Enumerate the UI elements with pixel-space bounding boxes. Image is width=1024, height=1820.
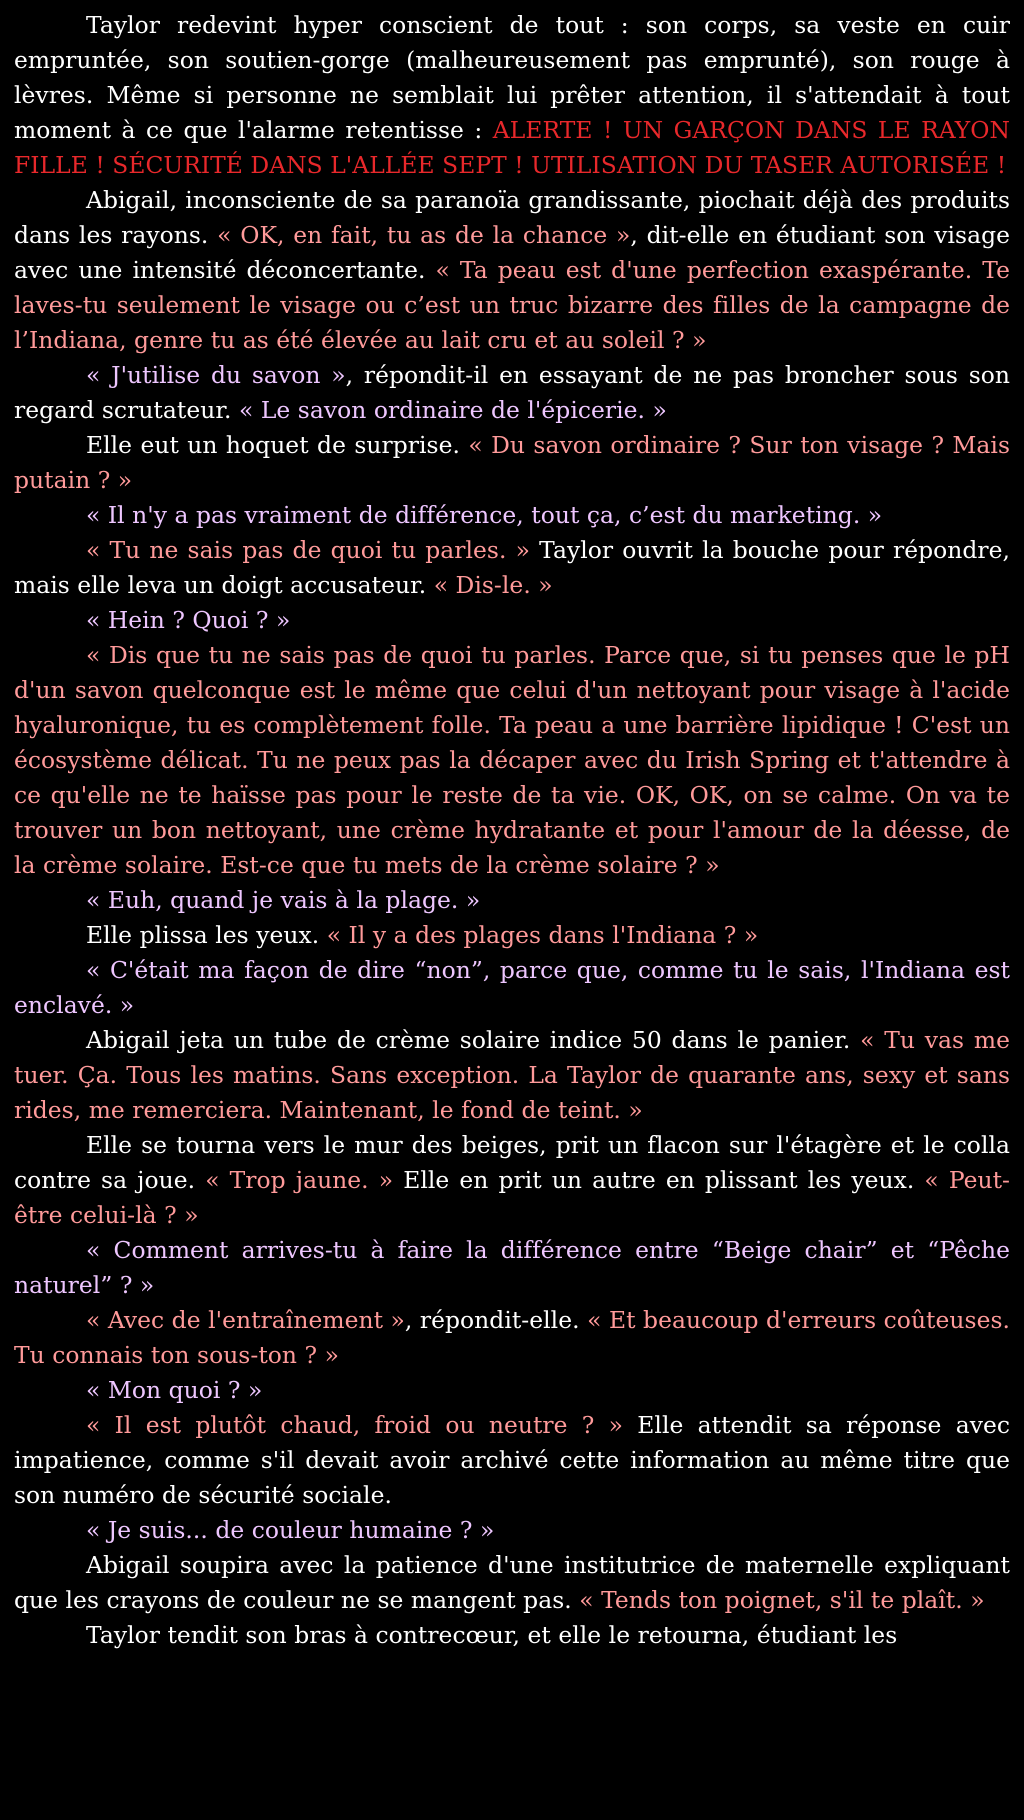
abigail-dialogue: « Tu vas me tuer. Ça. Tous les matins. Sans exception. La Taylor de quarante ans, sexy et sans rides, me remerciera. Maintenant, le fond de teint. » <box>14 1026 1010 1124</box>
text-paragraph <box>14 498 1010 533</box>
taylor-dialogue: « Le savon ordinaire de l'épicerie. » <box>238 396 667 424</box>
abigail-dialogue: « Il est plutôt chaud, froid ou neutre ? » <box>86 1411 624 1439</box>
text-paragraph <box>14 1548 1010 1618</box>
text-paragraph <box>14 183 1010 358</box>
text-paragraph <box>14 358 1010 428</box>
abigail-dialogue: « Avec de l'entraînement » <box>86 1306 405 1334</box>
narration-text: Elle plissa les yeux. <box>86 921 327 949</box>
taylor-dialogue: « Je suis... de couleur humaine ? » <box>86 1516 495 1544</box>
alarm-text: ALERTE ! UN GARÇON DANS LE RAYON FILLE ! SÉCURITÉ DANS L'ALLÉE SEPT ! UTILISATION DU TASER AUTORISÉE ! <box>14 116 1010 179</box>
taylor-dialogue: « Euh, quand je vais à la plage. » <box>86 886 481 914</box>
abigail-dialogue: « Dis-le. » <box>433 571 553 599</box>
text-paragraph <box>14 1618 1010 1653</box>
abigail-dialogue: « Peut-être celui-là ? » <box>14 1166 1011 1229</box>
text-paragraph <box>14 8 1010 183</box>
taylor-dialogue: « Mon quoi ? » <box>86 1376 263 1404</box>
narration-text: Abigail soupira avec la patience d'une institutrice de maternelle expliquant que les crayons de couleur ne se mangent pas. <box>14 1551 1010 1614</box>
text-paragraph <box>14 533 1010 603</box>
taylor-dialogue: « J'utilise du savon » <box>86 361 346 389</box>
text-paragraph <box>14 1303 1010 1373</box>
narration-text: Elle eut un hoquet de surprise. <box>86 431 469 459</box>
text-paragraph <box>14 638 1010 883</box>
text-paragraph <box>14 918 1010 953</box>
narration-text: Taylor redevint hyper conscient de tout : son corps, sa veste en cuir empruntée, son soutien-gorge (malheureusement pas emprunté), son rouge à lèvres. Même si personne ne semblait lui prêter attention, il s'attendait à tout moment à ce que l'alarme retentisse : <box>14 11 1010 144</box>
abigail-dialogue: « Ta peau est d'une perfection exaspérante. Te laves-tu seulement le visage ou c’est un truc bizarre des filles de la campagne de l’Indiana, genre tu as été élevée au lait cru et au soleil ? » <box>14 256 1010 354</box>
abigail-dialogue: « Il y a des plages dans l'Indiana ? » <box>326 921 759 949</box>
text-paragraph <box>14 1408 1010 1513</box>
narration-text: , répondit-elle. <box>404 1306 588 1334</box>
narration-text: , dit-elle en étudiant son visage avec une intensité déconcertante. <box>14 221 1010 284</box>
abigail-dialogue: « Trop jaune. » <box>205 1166 394 1194</box>
abigail-dialogue: « Du savon ordinaire ? Sur ton visage ? Mais putain ? » <box>14 431 1011 494</box>
text-paragraph <box>14 603 1010 638</box>
text-paragraph <box>14 1233 1010 1303</box>
taylor-dialogue: « C'était ma façon de dire “non”, parce que, comme tu le sais, l'Indiana est enclavé. » <box>14 956 1010 1019</box>
text-paragraph <box>14 1373 1010 1408</box>
text-paragraph <box>14 428 1010 498</box>
narration-text: Elle attendit sa réponse avec impatience, comme s'il devait avoir archivé cette information au même titre que son numéro de sécurité sociale. <box>14 1411 1011 1509</box>
text-paragraph <box>14 1513 1010 1548</box>
abigail-dialogue: « Tu ne sais pas de quoi tu parles. » <box>86 536 530 564</box>
abigail-dialogue: « Dis que tu ne sais pas de quoi tu parles. Parce que, si tu penses que le pH d'un savon quelconque est le même que celui d'un nettoyant pour visage à l'acide hyaluronique, tu es complètement folle. Ta peau a une barrière lipidique ! C'est un écosystème délicat. Tu ne peux pas la décaper avec du Irish Spring et t'attendre à ce qu'elle ne te haïsse pas pour le reste de ta vie. OK, OK, on se calme. On va te trouver un bon nettoyant, une crème hydratante et pour l'amour de la déesse, de la crème solaire. Est-ce que tu mets de la crème solaire ? » <box>14 641 1010 879</box>
taylor-dialogue: « Il n'y a pas vraiment de différence, tout ça, c’est du marketing. » <box>86 501 883 529</box>
abigail-dialogue: « Et beaucoup d'erreurs coûteuses. Tu connais ton sous-ton ? » <box>14 1306 1010 1369</box>
narration-text: Abigail, inconsciente de sa paranoïa grandissante, piochait déjà des produits dans les rayons. <box>14 186 1010 249</box>
narration-text: Elle se tourna vers le mur des beiges, prit un flacon sur l'étagère et le colla contre sa joue. <box>14 1131 1010 1194</box>
narration-text: Elle en prit un autre en plissant les yeux. <box>393 1166 925 1194</box>
narration-text: Abigail jeta un tube de crème solaire indice 50 dans le panier. <box>86 1026 861 1054</box>
text-paragraph <box>14 1023 1010 1128</box>
narration-text: Taylor tendit son bras à contrecœur, et elle le retourna, étudiant les <box>86 1621 898 1649</box>
text-paragraph <box>14 883 1010 918</box>
text-paragraph <box>14 953 1010 1023</box>
taylor-dialogue: « Hein ? Quoi ? » <box>86 606 291 634</box>
abigail-dialogue: « Tends ton poignet, s'il te plaît. » <box>579 1586 985 1614</box>
text-paragraph <box>14 1128 1010 1233</box>
narration-text: Taylor ouvrit la bouche pour répondre, mais elle leva un doigt accusateur. <box>14 536 1011 599</box>
taylor-dialogue: « Comment arrives-tu à faire la différence entre “Beige chair” et “Pêche naturel” ? » <box>14 1236 1010 1299</box>
abigail-dialogue: « OK, en fait, tu as de la chance » <box>217 221 631 249</box>
narration-text: , répondit-il en essayant de ne pas broncher sous son regard scrutateur. <box>14 361 1010 424</box>
